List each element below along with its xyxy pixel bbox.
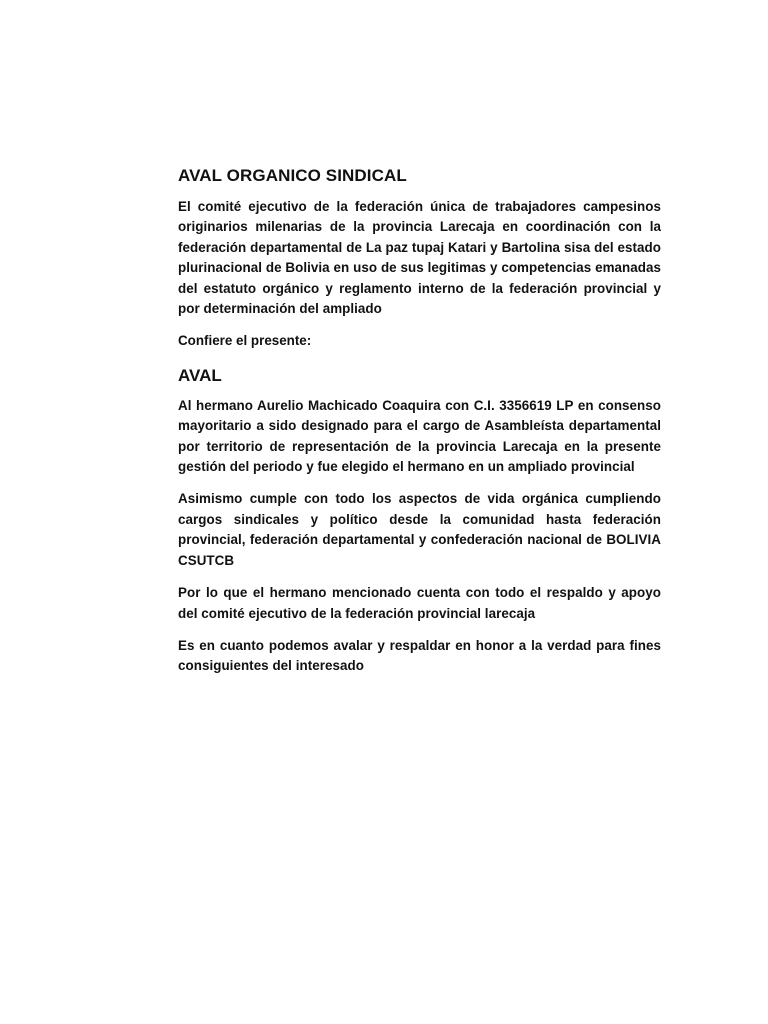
closing-paragraph: Es en cuanto podemos avalar y respaldar en honor a la verdad para fines consiguientes del interesado [178, 637, 661, 674]
document-body [178, 164, 661, 689]
designation-paragraph: Al hermano Aurelio Machicado Coaquira con C.I. 3356619 LP en consenso mayoritario a sido designado para el cargo de Asambleísta departamental por territorio de representación de la provincia Larecaja en la presente gestión del periodo y fue elegido el hermano en un ampliado provincial [178, 397, 661, 475]
document-title: AVAL ORGANICO SINDICAL [178, 166, 407, 185]
intro-paragraph: El comité ejecutivo de la federación única de trabajadores campesinos originarios milenarias de la provincia Larecaja en coordinación con la federación departamental de La paz tupaj Katari y Bartolina sisa del estado plurinacional de Bolivia en uso de sus legitimas y competencias emanadas del estatuto orgánico y reglamento interno de la federación provincial y por determinación del ampliado [178, 199, 661, 317]
confiere-line: Confiere el presente: [178, 333, 312, 349]
aval-heading: AVAL [178, 365, 222, 385]
organic-life-paragraph: Asimismo cumple con todo los aspectos de vida orgánica cumpliendo cargos sindicales y político desde la comunidad hasta federación provincial, federación departamental y confederación nacional de BOLIVIA CSUTCB [178, 491, 661, 568]
support-paragraph: Por lo que el hermano mencionado cuenta con todo el respaldo y apoyo del comité ejecutivo de la federación provincial larecaja [178, 585, 661, 621]
